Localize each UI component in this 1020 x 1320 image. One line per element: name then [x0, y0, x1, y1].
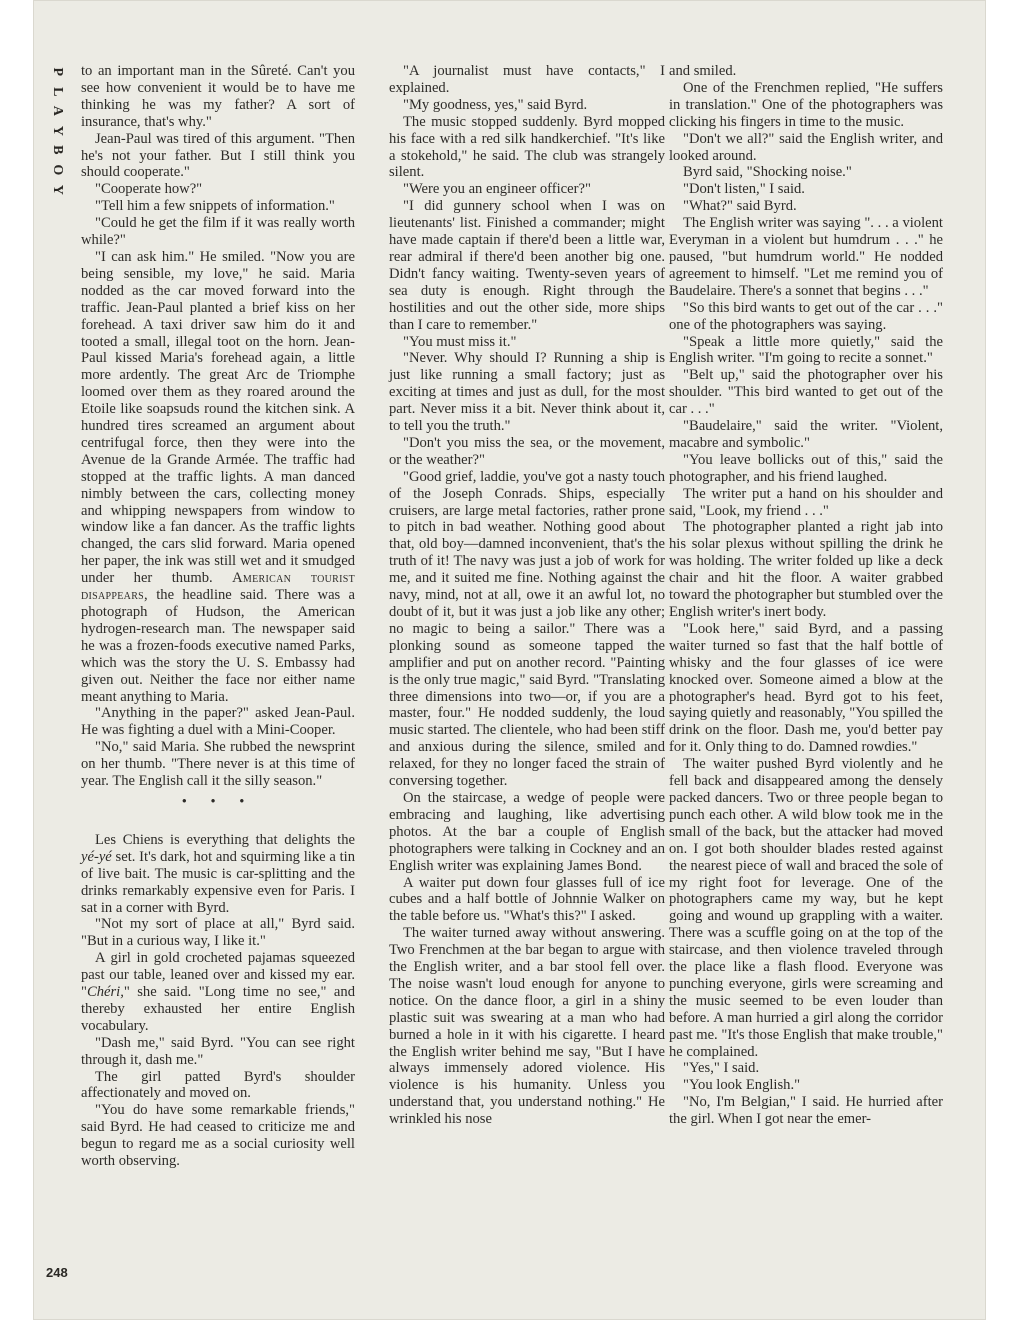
paragraph-text: " she said. "Long time no see," and thereby exhausted her entire English vocabulary.	[81, 984, 355, 1034]
paragraph: Jean-Paul was tired of this argument. "Then he's not your father. But I still think you should cooperate."	[81, 130, 355, 181]
paragraph: "Speak a little more quietly," said the English writer. "I'm going to recite a sonnet."	[669, 333, 943, 367]
paragraph-text: set. It's dark, hot and squirming like a tin of live bait. The music is car-splitting and the drinks remarkably expensive even for Paris. I sat in a corner with Byrd.	[81, 848, 355, 916]
paragraph: "Don't listen," I said.	[683, 181, 805, 198]
text-column-3	[669, 63, 943, 1128]
paragraph: "You must miss it."	[403, 333, 517, 350]
paragraph: The writer put a hand on his shoulder and said, "Look, my friend . . ."	[669, 485, 943, 519]
paragraph: "Baudelaire," said the writer. "Violent, macabre and symbolic."	[669, 418, 943, 451]
paragraph	[81, 249, 355, 705]
text-column-2	[389, 63, 665, 1128]
paragraph: The waiter turned away without answering. Two Frenchmen at the bar began to argue with the English writer, and a bar stool fell over. The noise wasn't loud enough for anyone to notice. On the dance floor, a girl in a shiny plastic suit was swearing at a man who had burned a hole in it with his cigarette. I heard the English writer behind me say, "But I have always immensely adored violence. His violence is his humanity. Unless you understand that, you understand nothing." He wrinkled his nose	[389, 925, 665, 1128]
paragraph: "Good grief, laddie, you've got a nasty touch of the Joseph Conrads. Ships, especially cruisers, are large metal factories, rather prone to pitch in bad weather. Nothing good about that, old boy—damned inconvenient, that's the truth of it! The navy was just a job of work for me, and it suited me fine. Nothing against the navy, mind, not at all, owe it an awful lot, no doubt of it, but it was just a job like any other; no magic to being a sailor." There was a plonking sound as someone tapped the amplifier and put on another record. "Painting is the only true magic," said Byrd. "Translating three dimensions into two—or, if you are a master, four." He nodded suddenly, the loud music started. The clientele, who had been stiff and anxious during the silence, smiled and relaxed, for they no longer faced the strain of conversing together.	[389, 468, 665, 790]
paragraph: "My goodness, yes," said Byrd.	[403, 96, 588, 113]
paragraph: The waiter pushed Byrd violently and he fell back and disappeared among the densely packed dancers. Two or three people began to punch each other. A wild blow took me in the small of the back, but the attacker had moved on. I got both shoulder blades rested against the nearest piece of wall and braced the sole of my right foot for leverage. One of the photographers came my way, but he kept going and wound up grappling with a waiter. There was a scuffle going on at the top of the staircase, and then violence traveled through the place like a flash flood. Everyone was punching everyone, girls were screaming and the music seemed to be even louder than before. A man hurried a girl along the corridor past me. "It's those English that make trouble," he complained.	[669, 756, 943, 1060]
paragraph: Byrd said, "Shocking noise."	[683, 164, 852, 181]
paragraph: "A journalist must have contacts," I explained.	[389, 63, 665, 96]
spacer	[81, 815, 355, 832]
paragraph: "You leave bollicks out of this," said the photographer, and his friend laughed.	[669, 451, 943, 485]
text-column-1	[81, 63, 355, 1170]
paragraph-text: A girl in gold crocheted pajamas squeezed past our table, leaned over and kissed my ear. "	[81, 950, 355, 1001]
magazine-page	[33, 0, 986, 1320]
newspaper-headline: American tourist disappears,	[81, 570, 355, 604]
paragraph: The English writer was saying ". . . a violent Everyman in a violent but humdrum . . ." he paused, "but humdrum world." He nodded agreement to himself. "Let me remind you of Baudelaire. There's a sonnet that begins . . ."	[669, 215, 943, 299]
section-break: • • •	[181, 793, 255, 810]
paragraph: "Don't you miss the sea, or the movement, or the weather?"	[389, 434, 665, 468]
magazine-letter: A	[49, 105, 65, 117]
magazine-letter: Y	[49, 184, 65, 195]
magazine-letter: B	[49, 145, 65, 155]
paragraph: "What?" said Byrd.	[683, 198, 797, 215]
magazine-letter: O	[49, 164, 65, 176]
paragraph: The girl patted Byrd's shoulder affectionately and moved on.	[81, 1068, 355, 1102]
paragraph: to an important man in the Sûreté. Can't you see how convenient it would be to have me thinking he was my father? A sort of insurance, that's why."	[81, 63, 355, 130]
paragraph: "Belt up," said the photographer over his shoulder. "This bird wanted to get out of the car . . ."	[669, 367, 943, 418]
magazine-letter: Y	[49, 125, 65, 136]
paragraph: "No, I'm Belgian," I said. He hurried after the girl. When I got near the emer-	[669, 1094, 943, 1128]
paragraph: The photographer planted a right jab into his solar plexus without spilling the drink he was holding. The writer folded up like a deck chair and hit the floor. A waiter grabbed toward the photographer but stumbled over the English writer's inert body.	[669, 519, 943, 620]
magazine-running-title	[46, 62, 68, 199]
paragraph: "Cooperate how?"	[95, 181, 203, 198]
paragraph: "Dash me," said Byrd. "You can see right through it, dash me."	[81, 1034, 355, 1068]
paragraph-text: Les Chiens is everything that delights the	[95, 831, 355, 848]
paragraph	[81, 950, 355, 1035]
paragraph-text: the headline said. There was a photograph of Hudson, the American hydrogen-research man. The newspaper said he was a frozen-foods executive named Parks, which was the story the U. S. Embassy had given out. Neither the face nor either name meant anything to Maria.	[81, 587, 355, 705]
italic-text: yé-yé	[81, 848, 112, 865]
paragraph: "Never. Why should I? Running a ship is just like running a small factory; just as exciting at times and just as dull, for the most part. Never miss it a bit. Never think about it, to tell you the truth."	[389, 350, 665, 435]
paragraph: The music stopped suddenly. Byrd mopped his face with a red silk handkerchief. "It's like a stokehold," he said. The club was strangely silent.	[389, 113, 665, 181]
paragraph: "Yes," I said.	[683, 1060, 760, 1077]
paragraph: "Not my sort of place at all," Byrd said. "But in a curious way, I like it."	[81, 916, 355, 950]
paragraph: "So this bird wants to get out of the car . . ." one of the photographers was saying.	[669, 299, 943, 333]
paragraph: A waiter put down four glasses full of ice cubes and a half bottle of Johnnie Walker on the table before us. "What's this?" I asked.	[389, 874, 665, 925]
paragraph: "You do have some remarkable friends," said Byrd. He had ceased to criticize me and begun to regard me as a social curiosity well worth observing.	[81, 1102, 355, 1170]
paragraph: "I did gunnery school when I was on lieutenants' list. Finished a commander; might have made captain if there'd been a little war, rear admiral if there'd been another big one. Didn't fancy waiting. Twenty-seven years of sea duty is enough. Right through the hostilities and out the other side, more ships than I care to remember."	[389, 198, 665, 333]
paragraph: "Could he get the film if it was really worth while?"	[81, 215, 355, 249]
paragraph	[81, 832, 355, 917]
paragraph: "Don't we all?" said the English writer, and looked around.	[669, 130, 943, 164]
magazine-letter: L	[49, 86, 65, 97]
paragraph: One of the Frenchmen replied, "He suffers in translation." One of the photographers was clicking his fingers in time to the music.	[669, 79, 943, 130]
paragraph: "No," said Maria. She rubbed the newsprint on her thumb. "There never is at this time of year. The English call it the silly season."	[81, 739, 355, 790]
paragraph-text: "I can ask him." He smiled. "Now you are being sensible, my love," he said. Maria nodded as the car moved forward into the traffic. Jean-Paul planted a brief kiss on her forehead. A taxi driver saw him do it and tooted a small, illegal toot on the horn. Jean-Paul kissed Maria's forehead again, a little more ardently. The great Arc de Triomphe loomed over them as they roared around the Etoile like soapsuds round the kitchen sink. A hundred tires screamed an argument about centrifugal force, then they were into the Avenue de la Grande Armée. The traffic had stopped at the traffic lights. A man danced nimbly between the cars, collecting money and whipping newspapers from window to window like a fan dancer. As the traffic lights changed, the cars slid forward. Maria opened her paper, the ink was still wet and it smudged under her thumb.	[81, 248, 355, 587]
paragraph: On the staircase, a wedge of people were embracing and laughing, like advertising photos. At the bar a couple of English photographers were talking in Cockney and an English writer was explaining James Bond.	[389, 789, 665, 874]
paragraph: "Were you an engineer officer?"	[403, 181, 591, 198]
paragraph: "Anything in the paper?" asked Jean-Paul. He was fighting a duel with a Mini-Cooper.	[81, 705, 355, 739]
paragraph: and smiled.	[669, 63, 737, 79]
paragraph: "Look here," said Byrd, and a passing waiter turned so fast that the half bottle of whisky and the four glasses of ice were knocked over. Someone aimed a blow at the photographer's head. Byrd got to his feet, saying quietly and reasonably, "You spilled the drink on the floor. Dash me, you'd better pay for it. Only thing to do. Damned rowdies."	[669, 620, 943, 756]
magazine-letter: P	[49, 67, 65, 77]
paragraph: "You look English."	[683, 1077, 801, 1094]
paragraph: "Tell him a few snippets of information."	[95, 198, 335, 215]
page-number: 248	[46, 1265, 68, 1280]
italic-text: Chéri,	[86, 984, 124, 1001]
